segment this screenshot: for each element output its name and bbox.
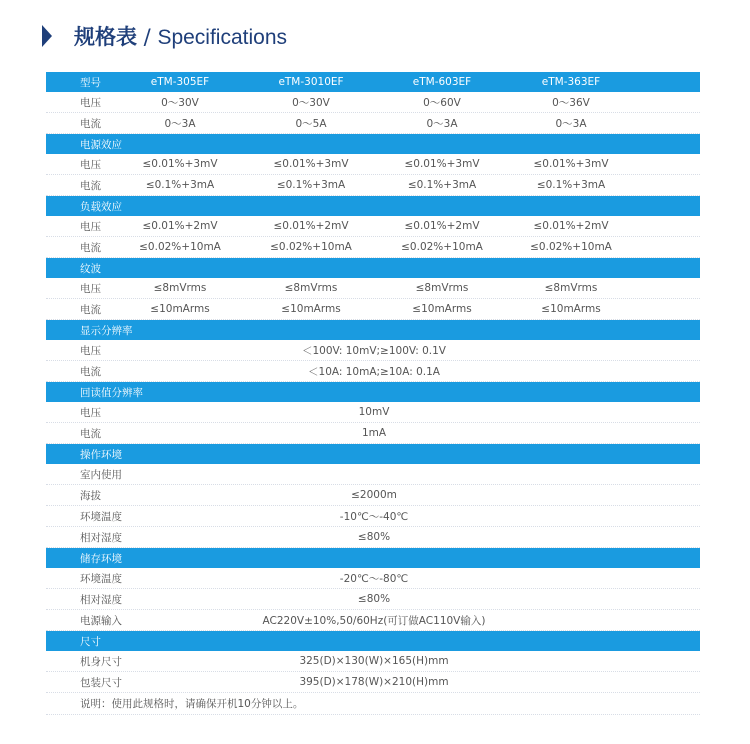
title-en: Specifications (157, 26, 288, 49)
cell: 1mA (361, 427, 387, 439)
cell: ≤0.02%+10mA (530, 241, 612, 253)
section-header (46, 258, 700, 278)
cell: ≤80% (357, 531, 391, 543)
cell: ≤0.01%+3mV (533, 158, 609, 170)
cell: ≤8mVrms (153, 282, 207, 294)
section-header (46, 548, 700, 568)
cell: ≤0.02%+10mA (139, 241, 221, 253)
model-name: eTM-3010EF (278, 76, 344, 88)
section-header (46, 196, 700, 216)
section-title: 储存环境 (80, 552, 122, 565)
cell: 325(D)×130(W)×165(H)mm (299, 655, 449, 667)
row-label: 环境温度 (80, 510, 122, 523)
row-label: 电流 (80, 303, 101, 316)
cell: ≤0.1%+3mA (145, 179, 215, 191)
cell: 395(D)×178(W)×210(H)mm (299, 676, 449, 688)
spec-row (46, 154, 700, 175)
row-label: 海拔 (80, 489, 101, 502)
cell: ≤10mArms (281, 303, 341, 315)
cell: ≤8mVrms (415, 282, 469, 294)
spec-row (46, 175, 700, 196)
model-name: eTM-305EF (150, 76, 210, 88)
section-title: 电源效应 (80, 138, 122, 151)
model-name: eTM-603EF (412, 76, 472, 88)
row-label: 环境温度 (80, 572, 122, 585)
cell: ≤10mArms (412, 303, 472, 315)
cell: ≤10mArms (541, 303, 601, 315)
row-label: 电流 (80, 117, 101, 130)
cell: 10mV (358, 406, 390, 418)
row-label: 电压 (80, 220, 101, 233)
section-header (46, 320, 700, 340)
spec-row (46, 568, 700, 589)
cell: ≤0.01%+2mV (404, 220, 480, 232)
cell: 0～36V (552, 96, 590, 109)
cell: 0～3A (426, 117, 458, 130)
spec-row (46, 651, 700, 672)
cell: 0～30V (292, 96, 330, 109)
row-label: 电压 (80, 344, 101, 357)
row-label: 电压 (80, 158, 101, 171)
cell: ≤2000m (351, 489, 397, 501)
section-header (46, 444, 700, 464)
cell: ≤0.1%+3mA (276, 179, 346, 191)
spec-row (46, 589, 700, 610)
spec-row (46, 92, 700, 113)
row-label: 电压 (80, 96, 101, 109)
page-title (42, 20, 287, 52)
section-title: 操作环境 (80, 448, 122, 461)
spec-row (46, 278, 700, 299)
spec-row (46, 610, 700, 631)
row-label: 室内使用 (80, 468, 122, 481)
row-label: 包装尺寸 (80, 676, 122, 689)
title-text (74, 21, 287, 51)
title-sep: / (137, 25, 158, 49)
row-label: 电流 (80, 427, 101, 440)
section-header (46, 134, 700, 154)
spec-row (46, 527, 700, 548)
section-header (46, 382, 700, 402)
cell: ≤0.01%+3mV (273, 158, 349, 170)
spec-row (46, 299, 700, 320)
cell: ≤0.1%+3mA (536, 179, 606, 191)
cell: ＜10A: 10mA;≥10A: 0.1A (308, 365, 440, 378)
row-label: 相对湿度 (80, 531, 122, 544)
spec-row (46, 485, 700, 506)
spec-table (46, 72, 700, 715)
spec-row (46, 672, 700, 693)
cell: ≤80% (357, 593, 391, 605)
row-label: 电源输入 (80, 614, 122, 627)
cell: ≤0.01%+2mV (142, 220, 218, 232)
cell: ≤8mVrms (544, 282, 598, 294)
cell: ≤8mVrms (284, 282, 338, 294)
header-label: 型号 (80, 76, 101, 89)
cell: 0～5A (295, 117, 327, 130)
cell: ≤0.01%+2mV (533, 220, 609, 232)
spec-row (46, 464, 700, 485)
footnote: 说明：使用此规格时，请确保开机10分钟以上。 (46, 693, 700, 715)
spec-row (46, 361, 700, 382)
spec-row (46, 113, 700, 134)
title-cn: 规格表 (74, 25, 137, 49)
cell: ≤0.1%+3mA (407, 179, 477, 191)
row-label: 电流 (80, 241, 101, 254)
row-label: 机身尺寸 (80, 655, 122, 668)
section-title: 尺寸 (80, 635, 101, 648)
chevron-right-icon (42, 25, 52, 47)
spec-row (46, 506, 700, 527)
row-label: 电流 (80, 179, 101, 192)
section-title: 回读值分辨率 (80, 386, 143, 399)
cell: ≤0.01%+3mV (142, 158, 218, 170)
row-label: 相对湿度 (80, 593, 122, 606)
row-label: 电压 (80, 282, 101, 295)
cell: ＜100V: 10mV;≥100V: 0.1V (302, 344, 446, 357)
spec-row (46, 237, 700, 258)
section-title: 负载效应 (80, 200, 122, 213)
model-header-row (46, 72, 700, 92)
cell: ≤0.01%+2mV (273, 220, 349, 232)
cell: AC220V±10%,50/60Hz(可订做AC110V输入) (262, 614, 486, 627)
spec-row (46, 216, 700, 237)
cell: ≤0.01%+3mV (404, 158, 480, 170)
cell: 0～60V (423, 96, 461, 109)
spec-row (46, 340, 700, 361)
section-title: 纹波 (80, 262, 101, 275)
cell: ≤0.02%+10mA (270, 241, 352, 253)
model-name: eTM-363EF (541, 76, 601, 88)
cell: ≤0.02%+10mA (401, 241, 483, 253)
cell: 0～30V (161, 96, 199, 109)
row-label: 电流 (80, 365, 101, 378)
spec-row (46, 402, 700, 423)
section-header (46, 631, 700, 651)
spec-row (46, 423, 700, 444)
cell: -10℃～-40℃ (339, 510, 409, 523)
cell: ≤10mArms (150, 303, 210, 315)
row-label: 电压 (80, 406, 101, 419)
cell: -20℃～-80℃ (339, 572, 409, 585)
cell: 0～3A (555, 117, 587, 130)
cell: 0～3A (164, 117, 196, 130)
section-title: 显示分辨率 (80, 324, 133, 337)
